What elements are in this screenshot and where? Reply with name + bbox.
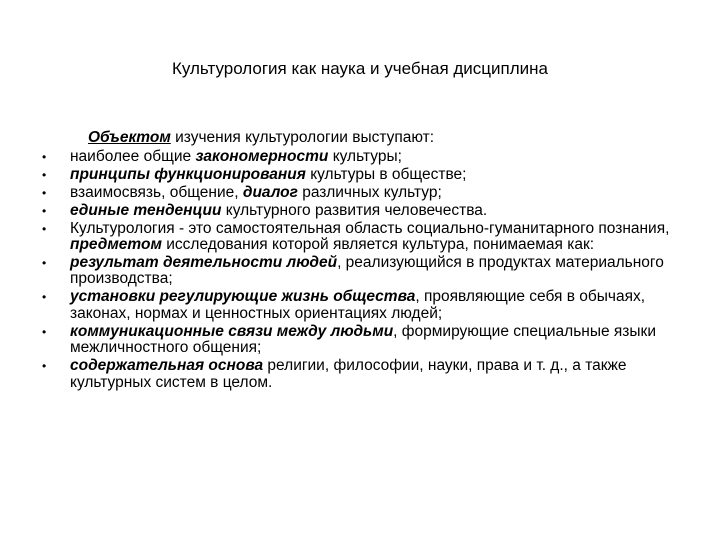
item-text: религии, философии, науки, права и т. д., а также культурных систем в целом. xyxy=(70,357,627,391)
bullet-item xyxy=(40,185,680,201)
item-text: , проявляющие себя в обычаях, законах, нормах и ценностных ориентациях людей; xyxy=(70,288,646,322)
item-emphasis: единые тенденции xyxy=(70,201,222,219)
item-text: Культурология - это самостоятельная область социально-гуманитарного познания, xyxy=(70,219,670,237)
item-emphasis: диалог xyxy=(242,183,298,201)
bullet-item xyxy=(40,221,680,254)
slide-content xyxy=(40,130,680,391)
bullet-icon: • xyxy=(42,167,47,182)
item-emphasis: принципы функционирования xyxy=(70,165,306,183)
item-text: культурного развития человечества. xyxy=(221,201,488,219)
bullet-icon: • xyxy=(42,290,47,305)
item-text: исследования которой является культура, понимаемая как: xyxy=(161,236,595,253)
item-text: культуры в обществе; xyxy=(305,165,467,183)
bullet-item xyxy=(40,255,680,288)
intro-text: изучения культурологии выступают: xyxy=(170,129,435,146)
item-emphasis: закономерности xyxy=(195,147,329,165)
item-text: , формирующие специальные языки межличностного общения; xyxy=(70,322,656,357)
item-emphasis: коммуникационные связи между людьми xyxy=(70,322,394,340)
item-text: культуры; xyxy=(328,147,402,165)
item-text: , реализующийся в продуктах материального производства; xyxy=(70,254,664,288)
intro-emphasis: Объектом xyxy=(88,129,171,146)
item-text: взаимосвязь, общение, xyxy=(70,183,243,201)
bullet-item xyxy=(40,149,680,165)
bullet-icon: • xyxy=(42,359,47,374)
bullet-item xyxy=(40,324,680,357)
item-emphasis: предметом xyxy=(70,236,162,253)
slide-title: Культурология как наука и учебная дисциплина xyxy=(171,59,549,78)
intro-line xyxy=(40,130,680,147)
bullet-item xyxy=(40,203,680,219)
item-emphasis: результат деятельности людей xyxy=(70,254,338,271)
item-emphasis: содержательная основа xyxy=(70,357,264,375)
bullet-icon: • xyxy=(42,324,47,339)
item-text: различных культур; xyxy=(297,183,442,201)
bullet-icon: • xyxy=(42,256,47,270)
item-text: наиболее общие xyxy=(70,147,196,165)
item-emphasis: установки регулирующие жизнь общества xyxy=(70,288,416,306)
bullet-item xyxy=(40,289,680,322)
bullet-icon: • xyxy=(42,221,47,236)
bullet-item xyxy=(40,358,680,391)
bullet-icon: • xyxy=(42,149,47,164)
bullet-icon: • xyxy=(42,185,47,200)
bullet-item xyxy=(40,167,680,183)
bullet-icon: • xyxy=(42,203,47,218)
